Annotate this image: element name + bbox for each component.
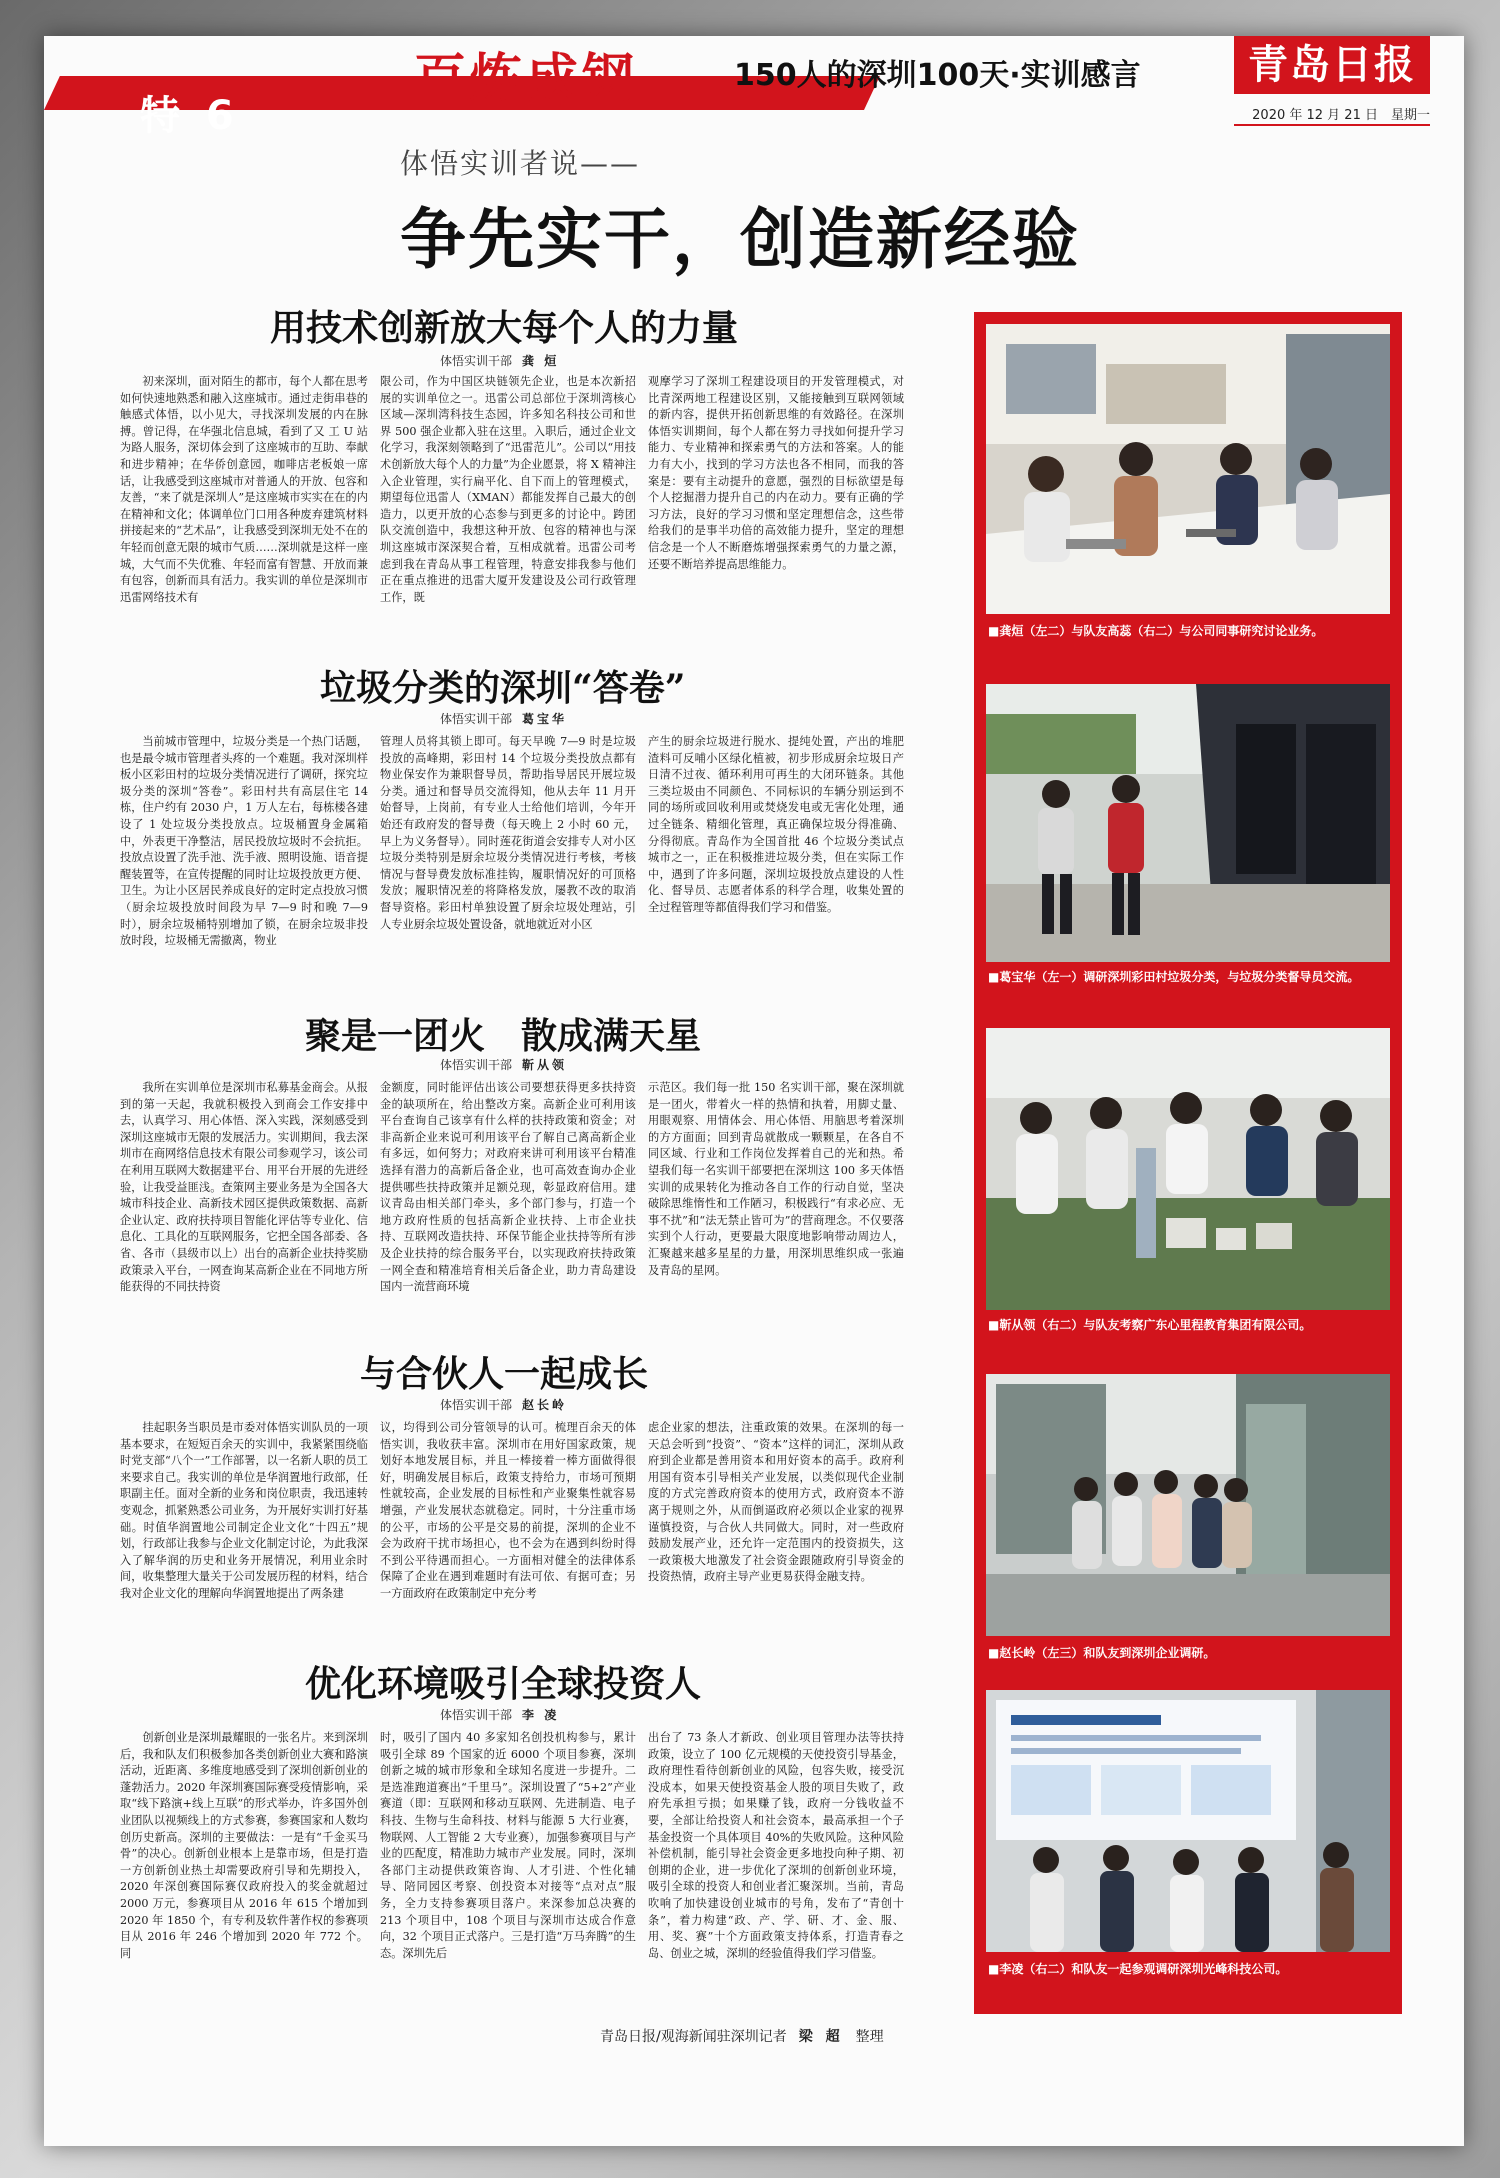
article-text: 出台了 73 条人才新政、创业项目管理办法等扶持政策，设立了 100 亿元规模的天使投资引导基金，政府理性看待创新创业的风险，包容失败，接受沉没成本，如果天使投资基金人股的项目失败了，政府先承担亏损；如果赚了钱，政府一分钱收益不要，全部让给投资人和社会资本，最高承担一个子基金投资一个具体项目 40%的失败风险。这种风险补偿机制，能引导社会资金更多地投向种子期、初创期的企业，进一步优化了深圳的创新创业环境，吸引全球的投资人和创业者汇聚深圳。当前，青岛吹响了加快建设创业城市的号角，发布了“青创十条”，着力构建“政、产、学、研、才、金、服、用、奖、赛”十个方面政策支持体系，打造青春之岛、创业之城，深圳的经验值得我们学习借鉴。 xyxy=(648,1731,904,1960)
article-title: 优化环境吸引全球投资人 xyxy=(305,1663,702,1705)
presentation-photo xyxy=(986,1690,1390,1952)
article-text: 产生的厨余垃圾进行脱水、提纯处置，产出的堆肥渣料可反哺小区绿化植被，初步形成厨余垃圾日产日清不过夜、循环利用可再生的大闭环链条。其他三类垃圾由不同颜色、不同标识的车辆分别运到不同的场所或回收利用或焚烧发电或无害化处理，通过全链条、精细化管理，真正确保垃圾分得准确、分得彻底。青岛作为全国首批 46 个垃圾分类试点城市之一，正在积极推进垃圾分类，但在实际工作中，遇到了许多问题，深圳垃圾投放点建设的人性化、督导员、志愿者体系的科学合理，收集处置的全过程管理等都值得我们学习和借鉴。 xyxy=(648,735,904,914)
dateline: 2020 年 12 月 21 日 星期一 xyxy=(1252,108,1430,123)
date-rule xyxy=(1234,124,1430,126)
article-column xyxy=(648,1080,904,1344)
garbage-station-photo xyxy=(986,684,1390,962)
byline xyxy=(440,710,567,727)
article-title: 用技术创新放大每个人的力量 xyxy=(270,307,739,349)
author: 葛宝华 xyxy=(522,712,568,726)
article-title: 垃圾分类的深圳“答卷” xyxy=(320,667,686,709)
byline xyxy=(440,1396,567,1413)
photo-caption: ■李凌（右二）和队友一起参观调研深圳光峰科技公司。 xyxy=(988,1962,1288,1976)
article-text: 当前城市管理中，垃圾分类是一个热门话题，也是最令城市管理者头疼的一个难题。我对深圳样板小区彩田村的垃圾分类情况进行了调研，探究垃圾分类的深圳“答卷”。彩田村共有高层住宅 14 栋，住户约有 2030 户，1 万人左右，每栋楼各建设了 1 处垃圾分类投放点。垃圾桶置身金属箱中，外表更干净整洁，居民投放垃圾时不会抗拒。投放点设置了洗手池、洗手液、照明设施、语音提醒装置等，在宣传提醒的同时让垃圾投放更方便、卫生。为让小区居民养成良好的定时定点投放习惯（厨余垃圾投放时间段为早 7—9 时和晚 7—9 时），厨余垃圾桶特别增加了锁，在厨余垃圾非投放时段，垃圾桶无需撤离，物业 xyxy=(120,735,368,948)
article-column xyxy=(648,1420,904,1638)
photo-caption: ■龚烜（左二）与队友高蕊（右二）与公司同事研究讨论业务。 xyxy=(988,624,1324,638)
article-column xyxy=(380,734,636,996)
sand-table-photo xyxy=(986,1028,1390,1310)
article-text: 创新创业是深圳最耀眼的一张名片。来到深圳后，我和队友们积极参加各类创新创业大赛和路演活动，近距离、多维度地感受到了深圳创新创业的蓬勃活力。2020 年深圳赛国际赛受疫情影响，采取“线下路演+线上互联”的形式举办，许多国外创业团队以视频线上的方式参赛，参赛国家和人数均创历史新高。深圳的主要做法：一是有“千金买马骨”的决心。创新创业根本上是靠市场，但是打造一方创新创业热土却需要政府引导和先期投入，2020 年深创赛国际赛仅政府投入的奖金就超过 2000 万元，参赛项目从 2016 年 615 个增加到 2020 年 1850 个，有专利及软件著作权的参赛项目从 2016 年 246 个增加到 2020 年 772 个。同 xyxy=(120,1731,368,1960)
article-text: 我所在实训单位是深圳市私募基金商会。从报到的第一天起，我就积极投入到商会工作安排中去，认真学习、用心体悟、深入实践，深刻感受到深圳这座城市无限的发展活力。实训期间，我去深圳市在商网络信息技术有限公司参观学习，该公司在利用互联网大数据建平台、用平台开展的先进经验，让我受益匪浅。查策网主要业务是为全国各大城市科技企业、高新技术园区提供政策数据、高新企业认定、政府扶持项目智能化评估等专业化、信息化、工具化的互联网服务，它把全国各部委、各省、各市（县级市以上）出台的高新企业扶持奖励政策录入平台，一网查询某高新企业在不同地方所能获得的不同扶持资 xyxy=(120,1081,368,1294)
byline xyxy=(440,352,559,369)
photo-caption: ■靳从领（右二）与队友考察广东心里程教育集团有限公司。 xyxy=(988,1318,1312,1332)
article-text: 虑企业家的想法，注重政策的效果。在深圳的每一天总会听到“投资”、“资本”这样的词汇，深圳从政府到企业都是善用资本和用好资本的高手。政府利用国有资本引导相关产业发展，以类似现代企业制度的方式完善政府资本的使用方式，政府资本不游离于规则之外，从而倒逼政府必须以企业家的视界谨慎投资，与合伙人共同做大。同时，对一些政府鼓励发展产业，还允许一定范围内的投资损失，这一政策极大地激发了社会资金跟随政府引导资金的投资热情，政府主导产业更易获得金融支持。 xyxy=(648,1421,904,1584)
article-column xyxy=(380,1420,636,1638)
photo-caption: ■赵长岭（左三）和队友到深圳企业调研。 xyxy=(988,1646,1216,1660)
byline xyxy=(440,1056,567,1073)
article-column xyxy=(380,1080,636,1344)
photo-caption: ■葛宝华（左一）调研深圳彩田村垃圾分类，与垃圾分类督导员交流。 xyxy=(988,970,1360,984)
article-text: 初来深圳，面对陌生的都市，每个人都在思考如何快速地熟悉和融入这座城市。通过走街串巷的触感式体悟，以小见大，寻找深圳发展的内在脉搏。曾记得，在华强北信息城，看到了又 工 U 站为路人服务，深切体会到了这座城市的互助、奉献和进步精神；在华侨创意园，咖啡店老板娘一席话，让我感受到这座城市对普通人的开放、包容和友善，“来了就是深圳人”是这座城市实实在在的内在精神和文化；体调单位门口用各种废弃建筑材料拼接起来的“艺术品”，让我感受到深圳无处不在的年轻而创意无限的城市气质……深圳就是这样一座城，大气而不失优雅、年轻而富有智慧、开放而兼有包容，创新而具有活力。我实训的单位是深圳市迅雷网络技术有 xyxy=(120,375,368,604)
byline-label: 体悟实训干部 xyxy=(440,1708,513,1722)
article-text: 限公司，作为中国区块链领先企业，也是本次新招展的实训单位之一。迅雷公司总部位于深圳湾核心区域—深圳湾科技生态园，许多知名科技公司和世界 500 强企业都入驻在这里。入职后，通过企业文化学习，我深刻领略到了“迅雷范儿”。公司以“用技术创新放大每个人的力量”为企业愿景，将 X 精神注入企业管理，实行扁平化、自下而上的管理模式，期望每位迅雷人（XMAN）都能发挥自己最大的创造力，以更开放的心态参与到更多的讨论中。跨团队交流创造中，我想这种开放、包容的精神也与深圳这座城市深深契合着，互相成就着。迅雷公司考虑到我在青岛从事工程管理，特意安排我参与他们正在重点推进的迅雷大厦开发建设及公司行政管理工作，既 xyxy=(380,375,636,604)
article-column xyxy=(648,374,904,640)
series-subtitle: 150人的深圳100天·实训感言 xyxy=(734,58,1141,93)
enterprise-visit-photo xyxy=(986,1374,1390,1636)
photo-panel xyxy=(974,1678,1402,2014)
article-column xyxy=(648,734,904,996)
credit-suffix: 整理 xyxy=(855,2029,884,2045)
credit-line xyxy=(600,2026,884,2046)
reporter: 梁 超 xyxy=(798,2029,844,2045)
meeting-photo xyxy=(986,324,1390,614)
byline xyxy=(440,1706,559,1723)
photo-panel xyxy=(974,1016,1402,1362)
masthead-logo: 青岛日报 xyxy=(1234,36,1430,94)
article-text: 示范区。我们每一批 150 名实训干部，聚在深圳就是一团火，带着火一样的热情和执着，用脚丈量、用眼观察、用情体会、用心体悟、用脑思考着深圳的方方面面；回到青岛就散成一颗颗星，在各自不同区域、行业和工作岗位发挥着自己的光和热。希望我们每一名实训干部要把在深圳这 100 多天体悟实训的成果转化为推动各自工作的行动自觉，坚决破除思维惰性和工作陋习，积极践行“有求必应、无事不扰”和“法无禁止皆可为”的营商理念。不仅要落实到个人行动，更要最大限度地影响带动周边人，汇聚越来越多星星的力量，用深圳思维织成一张遍及青岛的星网。 xyxy=(648,1081,904,1277)
byline-label: 体悟实训干部 xyxy=(440,1398,513,1412)
article-column xyxy=(380,374,636,640)
byline-label: 体悟实训干部 xyxy=(440,354,513,368)
photo-panel xyxy=(974,312,1402,672)
kicker: 体悟实训者说—— xyxy=(400,147,641,180)
credit-prefix: 青岛日报/观海新闻驻深圳记者 xyxy=(600,2029,787,2045)
article-column xyxy=(648,1730,904,2016)
article-text: 管理人员将其锁上即可。每天早晚 7—9 时是垃圾投放的高峰期，彩田村 14 个垃圾分类投放点都有物业保安作为兼职督导员，帮助指导居民开展垃圾分类。通过和督导员交流得知，他从去年 11 月开始督导，上岗前，有专业人士给他们培训，今年开始还有政府发的督导费（每天晚上 2 小时 60 元，早上为义务督导）。同时莲花街道会安排专人对小区垃圾分类特别是厨余垃圾分类情况进行考核，考核情况与督导费发放标准挂钩，履职情况好的可顶格发放；履职情况差的将降格发放，屡教不改的取消督导资格。彩田村单独设置了厨余垃圾处理站，引人专业厨余垃圾处置设备，就地就近对小区 xyxy=(380,735,636,931)
author: 龚 烜 xyxy=(522,354,560,368)
article-column xyxy=(120,374,368,640)
article-text: 议，均得到公司分管领导的认可。梳理百余天的体悟实训，我收获丰富。深圳市在用好国家政策，规划好本地发展目标，并且一棒接着一棒方面做得很好，明确发展目标后，政策支持给力，市场可预期性就较高，企业发展的目标性和产业聚集性就容易增强，产业发展状态就稳定。同时，十分注重市场的公平，市场的公平是交易的前提，深圳的企业不会为政府干扰市场担心，也不会为在遇到纠纷时得不到公平待遇而担心。一方面相对健全的法律体系保障了企业在遇到难题时有法可依、有据可查；另一方面政府在政策制定中充分考 xyxy=(380,1421,636,1600)
article-column xyxy=(120,1080,368,1344)
page-headline: 争先实干，创造新经验 xyxy=(400,200,1080,278)
page-tag: 特 6 xyxy=(140,93,240,139)
author: 赵长岭 xyxy=(522,1398,568,1412)
photo-panel xyxy=(974,1362,1402,1678)
article-text: 时，吸引了国内 40 多家知名创投机构参与，累计吸引全球 89 个国家的近 6000 个项目参赛，深圳创新之城的城市形象和全球知名度进一步提升。二是选准跑道赛出“千里马”。深圳设置了“5+2”产业赛道（即：互联网和移动互联网、先进制造、电子科技、生物与生命科技、材料与能源 5 大行业赛，物联网、人工智能 2 大专业赛），加强参赛项目与产业的匹配度，精准助力城市产业发展。同时，深圳各部门主动提供政策咨询、人才引进、个性化辅导、陪同园区考察、创投资本对接等“点对点”服务，全力支持参赛项目落户。来深参加总决赛的 213 个项目中，108 个项目与深圳市达成合作意向，32 个项目正式落户。三是打造“万马奔腾”的生态。深圳先后 xyxy=(380,1731,636,1960)
article-column xyxy=(120,1730,368,2016)
article-title: 与合伙人一起成长 xyxy=(360,1353,649,1395)
article-column xyxy=(120,1420,368,1638)
article-text: 挂起职务当职员是市委对体悟实训队员的一项基本要求，在短短百余天的实训中，我紧紧围绕临时党支部“八个一”工作部署，以一名新人职的员工来要求自己。我实训的单位是华润置地行政部，任职副主任。面对全新的业务和岗位职责，我迅速转变观念，抓紧熟悉公司业务，为开展好实训打好基础。时值华润置地公司制定企业文化“十四五”规划，行政部让我参与企业文化制定讨论，为此我深入了解华润的历史和业务开展情况，利用业余时间，收集整理大量关于公司发展历程的材料，结合我对企业文化的理解向华润置地提出了两条建 xyxy=(120,1421,368,1600)
author: 靳从领 xyxy=(522,1058,568,1072)
page-banner xyxy=(44,36,1464,139)
byline-label: 体悟实训干部 xyxy=(440,712,513,726)
article-text: 观摩学习了深圳工程建设项目的开发管理模式，对比青深两地工程建设区别，又能接触到互联网领域的新内容，提供开拓创新思维的有效路径。在深圳体悟实训期间，每个人都在努力寻找如何提升学习能力、专业精神和探索勇气的方法和答案。人的能力有大小，找到的学习方法也各不相同，而我的答案是：要有主动提升的意愿，强烈的目标欲望是每个人挖掘潜力提升自己的内在动力。要有正确的学习方法，良好的学习习惯和坚定理想信念，这些带给我们的是事半功倍的高效能力提升，坚定的理想信念是一个人不断磨炼增强探索勇气的力量之源，还要不断培养提高思维能力。 xyxy=(648,375,904,571)
article-text: 金额度，同时能评估出该公司要想获得更多扶持资金的缺项所在，给出整改方案。高新企业可利用该平台查询自己该享有什么样的扶持政策和资金；对非高新企业来说可利用该平台了解自己离高新企业有多远，如何努力；对政府来讲可利用该平台精准选择有潜力的高新后备企业，也可高效查询办企业提供哪些扶持政策并足额兑现，彰显政府信用。建议青岛由相关部门牵头，多个部门参与，打造一个地方政府性质的包括高新企业扶持、上市企业扶持、互联网改造扶持、环保节能企业扶持等所有涉及企业扶持的综合服务平台，以实现政府扶持政策一网全查和精准培育相关后备企业，助力青岛建设国内一流营商环境 xyxy=(380,1081,636,1294)
article-column xyxy=(380,1730,636,2016)
author: 李 凌 xyxy=(522,1708,560,1722)
article-column xyxy=(120,734,368,996)
byline-label: 体悟实训干部 xyxy=(440,1058,513,1072)
series-title: 百炼成钢 xyxy=(414,48,639,109)
photo-panel xyxy=(974,672,1402,1016)
article-title: 聚是一团火 散成满天星 xyxy=(305,1015,702,1057)
